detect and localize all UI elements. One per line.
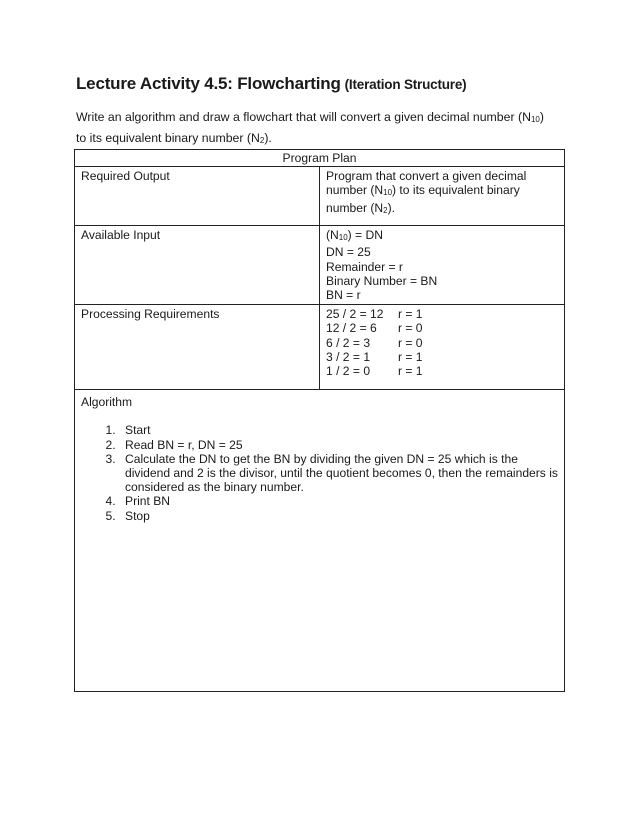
input-line-1-end: ) = DN bbox=[347, 228, 383, 243]
required-output-text-mid: ) to its equivalent binary number (N bbox=[326, 183, 520, 215]
title-main: Lecture Activity 4.5: Flowcharting bbox=[76, 74, 341, 93]
division: 12 / 2 = 6 bbox=[326, 321, 377, 336]
processing-row bbox=[326, 364, 558, 378]
input-line-1 bbox=[326, 228, 558, 245]
algorithm-label: Algorithm bbox=[81, 395, 133, 410]
division: 6 / 2 = 3 bbox=[326, 335, 371, 350]
algorithm-step: 4. Print BN bbox=[119, 494, 558, 508]
algorithm-step: 1. Start bbox=[119, 423, 558, 437]
processing-row bbox=[326, 321, 558, 335]
input-line-1-sub: 10 bbox=[338, 233, 348, 243]
required-output-text-end: ). bbox=[387, 200, 395, 215]
algorithm-cell bbox=[75, 390, 565, 692]
input-line-2: DN = 25 bbox=[326, 245, 371, 260]
intro-line2-sub: 2 bbox=[259, 136, 265, 145]
required-output-sub: 10 bbox=[383, 188, 393, 198]
program-plan-table bbox=[74, 149, 565, 692]
available-input-value bbox=[320, 226, 565, 305]
processing-label: Processing Requirements bbox=[75, 305, 320, 390]
processing-row bbox=[326, 336, 558, 350]
intro-line2-end: ). bbox=[264, 131, 272, 145]
intro-line2-text: to its equivalent binary number (N bbox=[76, 131, 260, 145]
division: 1 / 2 = 0 bbox=[326, 364, 371, 379]
intro-line1-end: ) bbox=[539, 110, 544, 124]
division: 3 / 2 = 1 bbox=[326, 349, 371, 364]
title-sub: (Iteration Structure) bbox=[344, 77, 467, 92]
input-line-5: BN = r bbox=[326, 288, 361, 303]
remainder: r = 1 bbox=[398, 349, 423, 364]
algorithm-step: 5. Stop bbox=[119, 509, 558, 523]
page-title bbox=[76, 74, 466, 94]
processing-row bbox=[326, 307, 558, 321]
algorithm-step: 3. Calculate the DN to get the BN by dividing the given DN = 25 which is the dividend and 2 is the divisor, until the quotient becomes 0, then the remainders is considered as the binary number. bbox=[119, 452, 558, 495]
available-input-label: Available Input bbox=[75, 226, 320, 305]
algorithm-steps bbox=[81, 423, 558, 522]
intro-line1-sub: 10 bbox=[530, 115, 540, 124]
input-line-3: Remainder = r bbox=[326, 259, 403, 274]
processing-value bbox=[320, 305, 565, 390]
remainder: r = 1 bbox=[398, 307, 423, 322]
remainder: r = 0 bbox=[398, 335, 423, 350]
division: 25 / 2 = 12 bbox=[326, 307, 384, 322]
required-output-text: Program that convert a given decimal number (N bbox=[326, 169, 527, 198]
algorithm-step: 2. Read BN = r, DN = 25 bbox=[119, 438, 558, 452]
intro-line1-text: Write an algorithm and draw a flowchart that will convert a given decimal number (N bbox=[76, 110, 531, 124]
required-output-sub2: 2 bbox=[383, 205, 388, 215]
remainder: r = 0 bbox=[398, 321, 423, 336]
remainder: r = 1 bbox=[398, 364, 423, 379]
program-plan-header: Program Plan bbox=[75, 150, 565, 167]
intro-paragraph bbox=[76, 108, 571, 150]
input-line-4: Binary Number = BN bbox=[326, 273, 438, 288]
required-output-label: Required Output bbox=[75, 167, 320, 226]
processing-row bbox=[326, 350, 558, 364]
required-output-value bbox=[320, 167, 565, 226]
input-line-1-text: (N bbox=[326, 228, 339, 243]
